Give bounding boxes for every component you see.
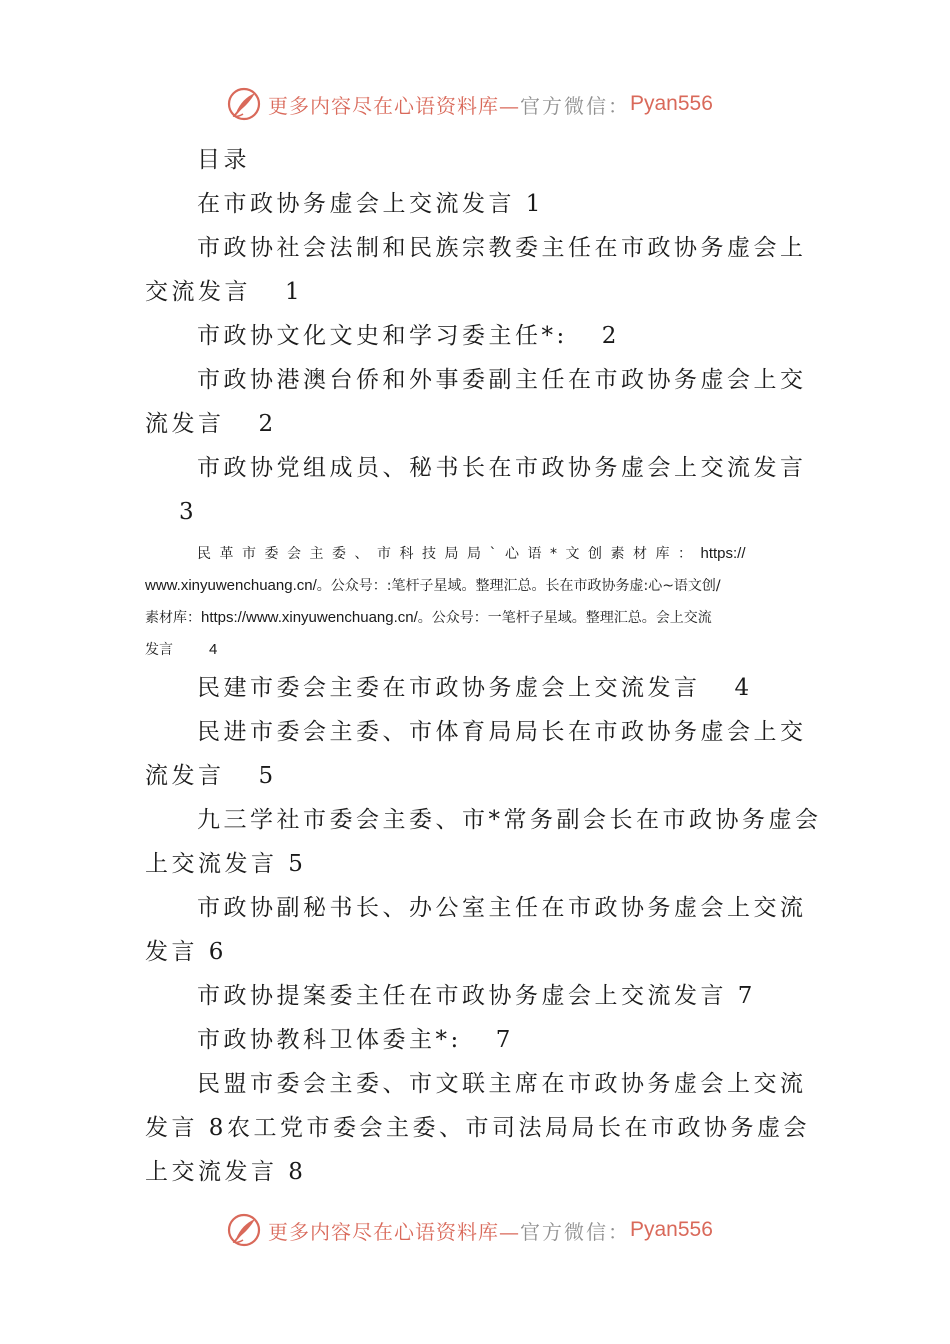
watermark-text-line <box>145 570 807 602</box>
watermark-text-line <box>145 634 807 666</box>
toc-entry-continuation <box>145 402 807 446</box>
toc-page-number: 4 <box>734 675 750 701</box>
toc-entry-text: 市政协文化文史和学习委主任*: <box>197 323 568 349</box>
watermark-url: www.xinyuwenchuang.cn/ <box>145 577 317 594</box>
header-watermark-banner <box>226 86 713 122</box>
toc-entry-text: 交流发言 <box>145 279 251 305</box>
toc-entry-continuation <box>145 754 807 798</box>
banner-wechat-id: Pyan556 <box>630 92 713 115</box>
toc-entry: 市政协党组成员、秘书长在市政协务虚会上交流发言 <box>197 455 807 481</box>
banner-wechat-label: 官方微信： <box>520 1219 630 1244</box>
feather-pen-logo-icon <box>226 1212 262 1248</box>
toc-title: 目录 <box>197 147 250 173</box>
toc-page-number: 1 <box>285 279 300 305</box>
toc-page-number: 2 <box>258 411 274 437</box>
toc-entry-continuation <box>145 270 807 314</box>
banner-slogan: 更多内容尽在心语资料库— <box>268 93 520 118</box>
toc-entry: 民进市委会主委、市体育局局长在市政协务虚会上交 <box>197 719 807 745</box>
toc-entry-text: 民建市委会主委在市政协务虚会上交流发言 <box>197 675 701 701</box>
toc-entry-text: 流发言 <box>145 411 225 437</box>
footer-watermark-banner <box>226 1212 713 1248</box>
toc-entry-continuation: 上交流发言 5 <box>145 851 307 877</box>
toc-entry: 在市政协务虚会上交流发言 1 <box>197 191 544 217</box>
toc-page-number: 3 <box>179 499 198 525</box>
toc-entry: 市政协社会法制和民族宗教委主任在市政协务虚会上 <box>197 235 807 261</box>
toc-page-number: 4 <box>209 641 218 658</box>
watermark-text: 。公众号：:笔杆子星域。整理汇总。长在市政协务虚:心~语文创/ <box>316 578 721 594</box>
banner-wechat-id: Pyan556 <box>630 1218 713 1241</box>
toc-entry <box>145 314 807 358</box>
banner-wechat-label: 官方微信： <box>520 93 630 118</box>
toc-entry-continuation: 发言 6 <box>145 939 227 965</box>
watermark-text-line <box>145 538 807 570</box>
toc-entry: 市政协港澳台侨和外事委副主任在市政协务虚会上交 <box>197 367 807 393</box>
toc-entry-continuation: 上交流发言 8 <box>145 1159 307 1185</box>
toc-page-number: 5 <box>258 763 274 789</box>
toc-entry <box>145 1018 807 1062</box>
watermark-text: 发言 <box>145 642 173 658</box>
toc-entry <box>145 666 807 710</box>
toc-entry-text: 市政协教科卫体委主*: <box>197 1027 462 1053</box>
toc-entry: 市政协提案委主任在市政协务虚会上交流发言 7 <box>197 983 756 1009</box>
watermark-text: 民革市委会主委、市科技局局`心语*文创素材库： <box>197 546 701 562</box>
feather-pen-logo-icon <box>226 86 262 122</box>
watermark-url: https:// <box>700 545 746 562</box>
toc-page-number: 2 <box>601 323 617 349</box>
toc-page-number: 7 <box>495 1027 511 1053</box>
watermark-text: 素材库： <box>145 610 201 626</box>
banner-slogan: 更多内容尽在心语资料库— <box>268 1219 520 1244</box>
toc-entry: 市政协副秘书长、办公室主任在市政协务虚会上交流 <box>197 895 807 921</box>
toc-entry-continuation: 发言 8农工党市委会主委、市司法局局长在市政协务虚会 <box>145 1115 810 1141</box>
toc-entry: 九三学社市委会主委、市*常务副会长在市政协务虚会 <box>197 807 822 833</box>
watermark-url: https://www.xinyuwenchuang.cn/ <box>201 609 418 626</box>
toc-entry-text: 流发言 <box>145 763 225 789</box>
table-of-contents <box>145 138 822 1194</box>
watermark-text: 。公众号：一笔杆子星域。整理汇总。会上交流 <box>417 610 712 626</box>
watermark-text-line <box>145 602 807 634</box>
toc-entry: 民盟市委会主委、市文联主席在市政协务虚会上交流 <box>197 1071 807 1097</box>
